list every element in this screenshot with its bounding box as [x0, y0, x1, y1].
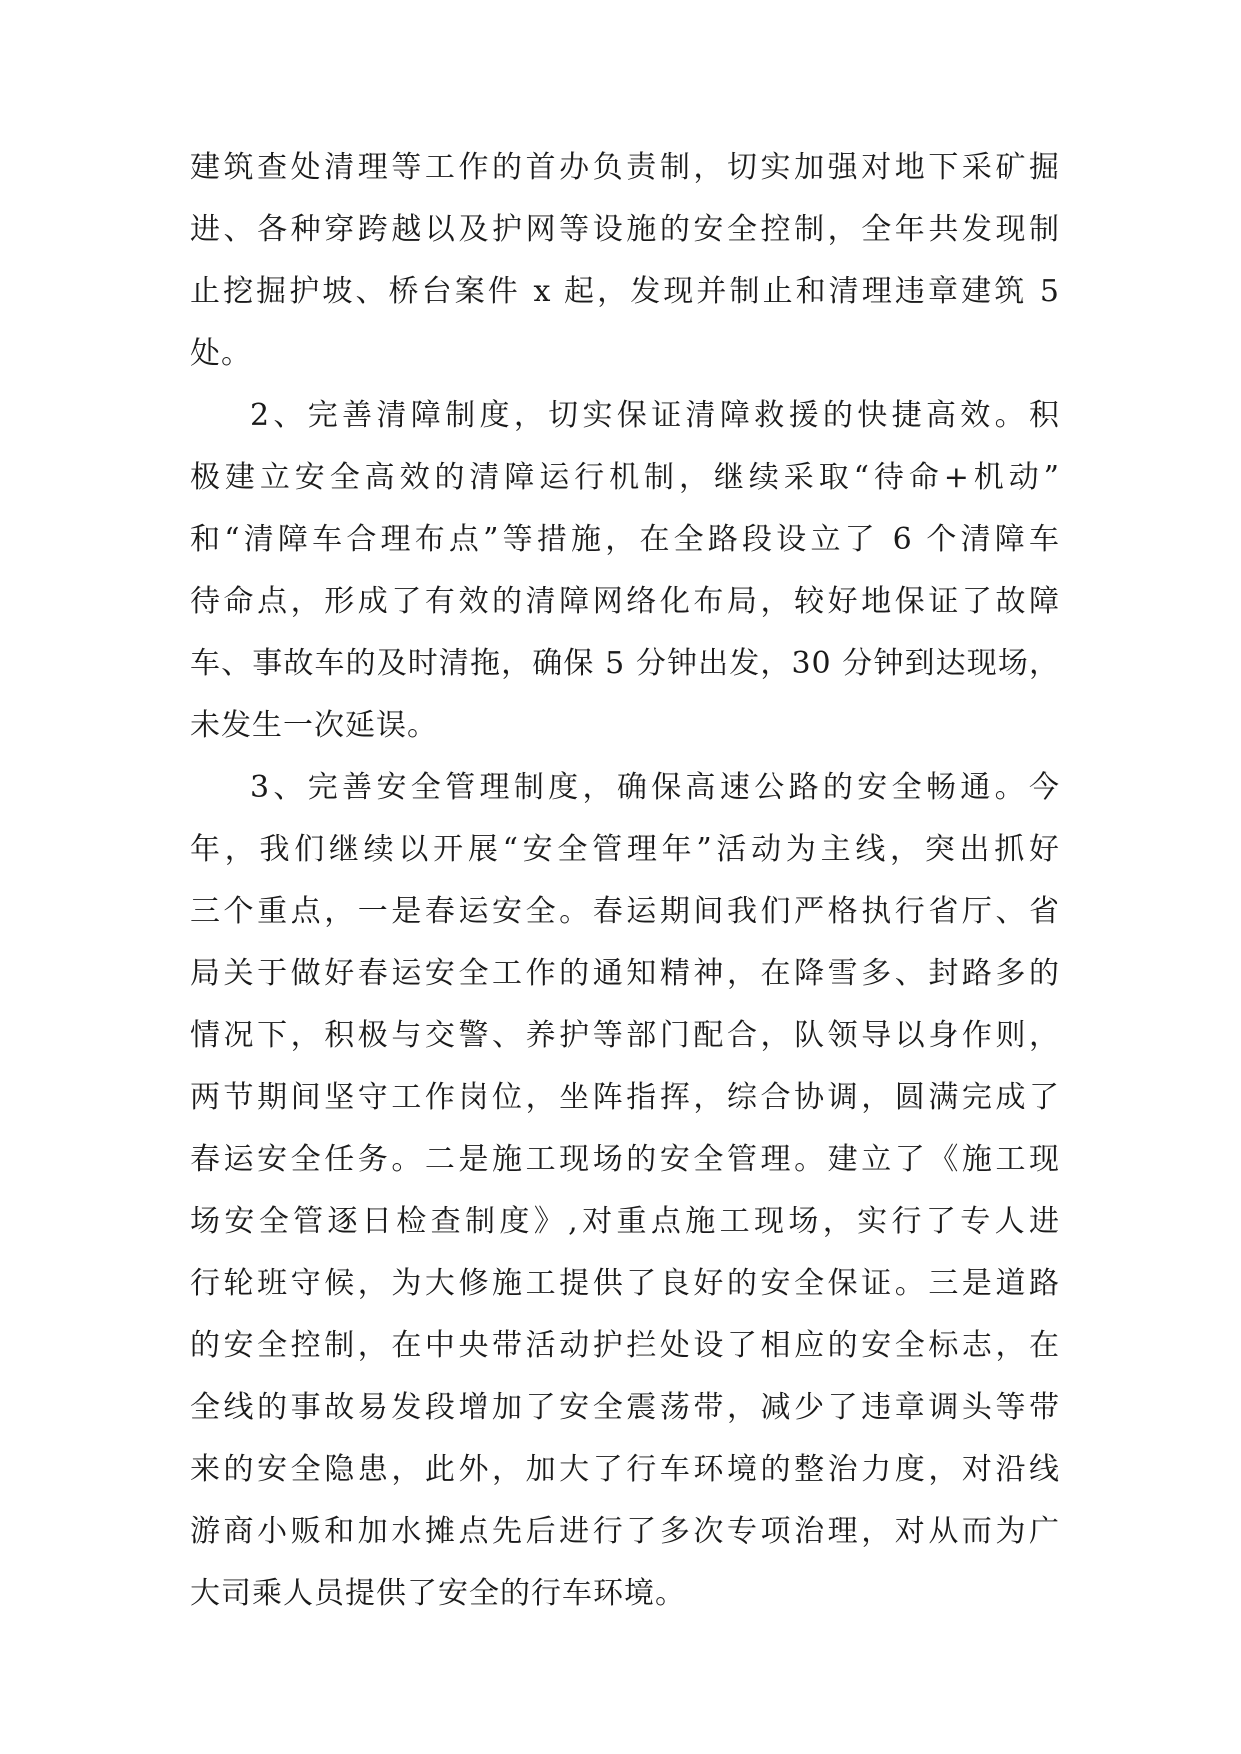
paragraph-line: 未发生一次延误。 [190, 708, 438, 743]
paragraph-line: 全线的事故易发段增加了安全震荡带，减少了违章调头等带 [190, 1390, 1060, 1425]
paragraph-line: 和“清障车合理布点”等措施，在全路段设立了 6 个清障车 [190, 522, 1060, 557]
paragraph-line: 来的安全隐患，此外，加大了行车环境的整治力度，对沿线 [190, 1452, 1060, 1487]
paragraph-line: 年，我们继续以开展“安全管理年”活动为主线，突出抓好 [190, 832, 1060, 867]
paragraph-line: 的安全控制，在中央带活动护拦处设了相应的安全标志，在 [190, 1328, 1060, 1363]
paragraph-line: 车、事故车的及时清拖，确保 5 分钟出发，30 分钟到达现场， [190, 646, 1060, 681]
paragraph-line: 三个重点，一是春运安全。春运期间我们严格执行省厅、省 [190, 894, 1060, 929]
paragraph-line: 处。 [190, 336, 252, 371]
paragraph-line: 场安全管逐日检查制度》,对重点施工现场，实行了专人进 [190, 1204, 1060, 1239]
paragraph-line: 大司乘人员提供了安全的行车环境。 [190, 1576, 686, 1611]
paragraph-line: 两节期间坚守工作岗位，坐阵指挥，综合协调，圆满完成了 [190, 1080, 1060, 1115]
paragraph-line: 建筑查处清理等工作的首办负责制，切实加强对地下采矿掘 [190, 150, 1060, 185]
paragraph-line: 待命点，形成了有效的清障网络化布局，较好地保证了故障 [190, 584, 1060, 619]
paragraph-line: 极建立安全高效的清障运行机制，继续采取“待命+机动” [190, 460, 1060, 495]
paragraph-line: 游商小贩和加水摊点先后进行了多次专项治理，对从而为广 [190, 1514, 1060, 1549]
paragraph-line: 春运安全任务。二是施工现场的安全管理。建立了《施工现 [190, 1142, 1060, 1177]
paragraph-line: 进、各种穿跨越以及护网等设施的安全控制，全年共发现制 [190, 212, 1060, 247]
paragraph-line: 2、完善清障制度，切实保证清障救援的快捷高效。积 [250, 398, 1060, 433]
paragraph-line: 止挖掘护坡、桥台案件 x 起，发现并制止和清理违章建筑 5 [190, 274, 1060, 309]
paragraph-line: 情况下，积极与交警、养护等部门配合，队领导以身作则， [190, 1018, 1060, 1053]
paragraph-line: 3、完善安全管理制度，确保高速公路的安全畅通。今 [250, 770, 1060, 805]
paragraph-line: 行轮班守候，为大修施工提供了良好的安全保证。三是道路 [190, 1266, 1060, 1301]
paragraph-line: 局关于做好春运安全工作的通知精神，在降雪多、封路多的 [190, 956, 1060, 991]
